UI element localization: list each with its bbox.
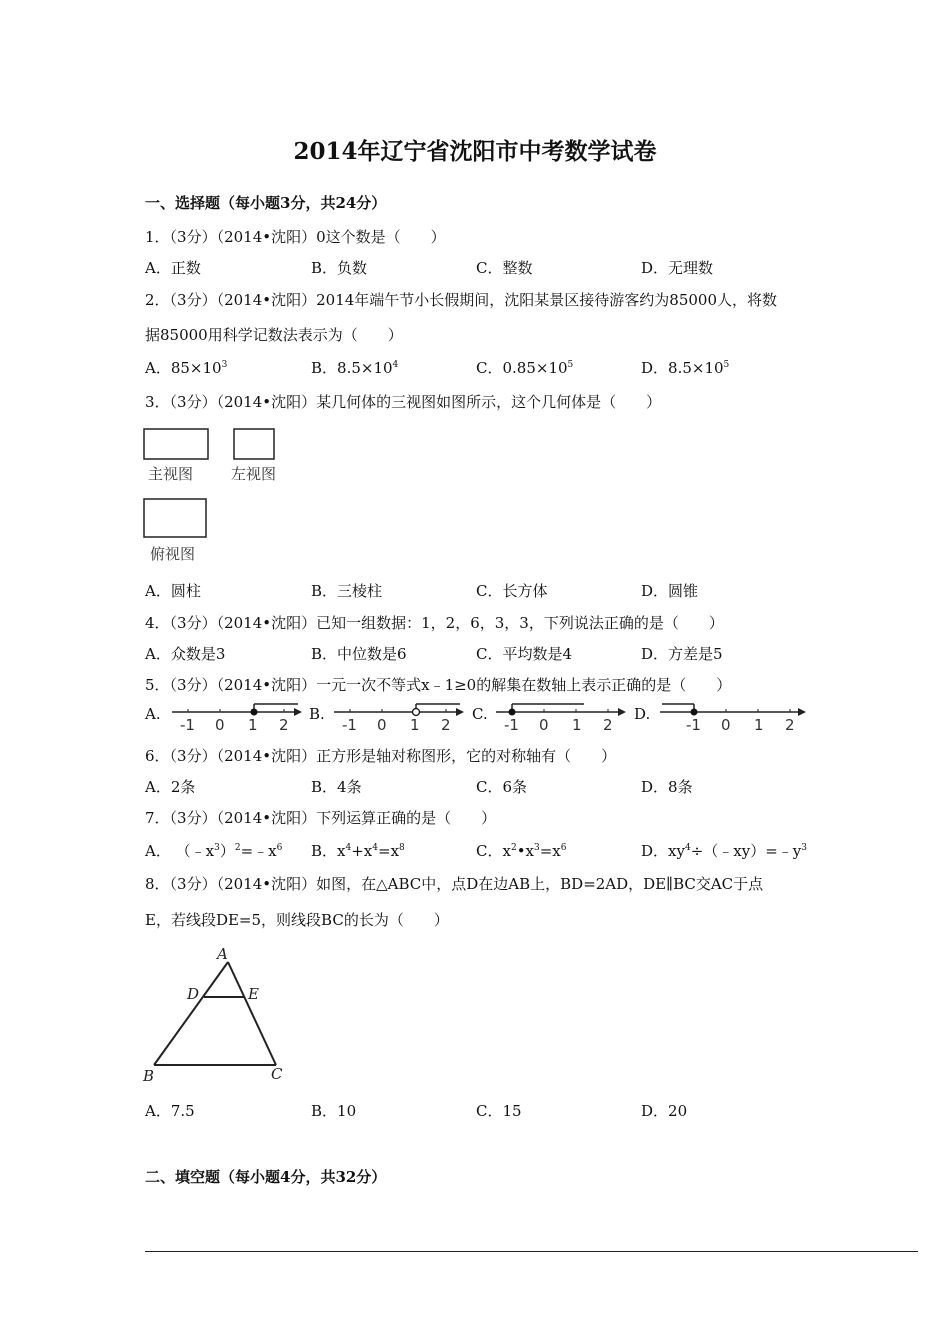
svg-text:2: 2 [785,716,795,734]
question-8-line-1: 8．（3分）（2014•沈阳）如图，在△ABC中，点D在边AB上，BD=2AD，DE∥BC交AC于点 [145,875,764,893]
q2-option-c: C．$0.85\times 10^5$ [476,359,574,377]
q4-option-b: B．中位数是6 [311,645,407,663]
svg-text:1: 1 [410,716,420,734]
svg-text:0: 0 [721,716,731,734]
q7-option-b: B．$x^4+x^4=x^8$ [311,842,405,860]
q4-option-d: D．方差是5 [641,645,723,663]
footer-divider [145,1251,918,1252]
side-ac [228,962,276,1065]
question-2-line-2: 据85000用科学记数法表示为（ ） [145,326,403,344]
top-view-label: 俯视图 [150,545,196,563]
q1-option-a: A．正数 [145,259,201,277]
question-5: 5．（3分）（2014•沈阳）一元一次不等式x﹣1≥0的解集在数轴上表示正确的是（ ） [145,676,732,694]
q3-option-c: C．长方体 [476,582,548,600]
question-2-line-1: 2．（3分）（2014•沈阳）2014年端午节小长假期间，沈阳某景区接待游客约为85000人，将数 [145,291,778,309]
q7-option-a: A． $(﹣x^3)^2=﹣x^6$ [145,842,283,860]
question-6: 6．（3分）（2014•沈阳）正方形是轴对称图形，它的对称轴有（ ） [145,747,617,765]
q4-option-c: C．平均数是4 [476,645,573,663]
q1-option-b: B．负数 [311,259,368,277]
q2-option-b: B．$8.5\times 10^4$ [311,359,399,377]
question-1: 1．（3分）（2014•沈阳）0这个数是（ ） [145,228,446,246]
q6-option-a: A．2条 [145,778,196,796]
number-line-c [492,700,632,736]
q8-option-b: B．10 [311,1102,357,1120]
q3-option-b: B．三棱柱 [311,582,383,600]
q2-option-a: A．$85\times 10^3$ [145,359,228,377]
question-3: 3．（3分）（2014•沈阳）某几何体的三视图如图所示，这个几何体是（ ） [145,393,662,411]
side-view-label: 左视图 [231,465,277,483]
q5-option-a-label: A. [145,705,161,723]
q3-option-a: A．圆柱 [145,582,201,600]
q5-option-c-label: C. [472,705,488,723]
front-view-rect [144,429,208,459]
q2-option-d: D．$8.5\times 10^5$ [641,359,730,377]
question-4: 4．（3分）（2014•沈阳）已知一组数据：1，2，6，3，3，下列说法正确的是（ ） [145,614,724,632]
q7-option-c: C．$x^2•x^3=x^6$ [476,842,567,860]
svg-text:1: 1 [754,716,764,734]
q8-option-a: A．7.5 [145,1102,195,1120]
q5-option-d-label: D. [634,705,651,723]
q8-option-d: D．20 [641,1102,688,1120]
section-heading-fill-in: 二、填空题（每小题4分，共32分） [145,1168,387,1186]
svg-text:1: 1 [572,716,582,734]
svg-text:1: 1 [248,716,258,734]
top-view-rect [144,499,206,537]
point-a-label: A [217,945,228,963]
svg-text:2: 2 [603,716,613,734]
point-b-label: B [143,1067,155,1085]
svg-text:2: 2 [441,716,451,734]
number-line-a [168,700,308,736]
section-heading-choice: 一、选择题（每小题3分，共24分） [145,194,387,212]
svg-text:-1: -1 [180,716,195,734]
triangle-figure [140,945,300,1090]
q3-option-d: D．圆锥 [641,582,699,600]
page-title: 2014年辽宁省沈阳市中考数学试卷 [293,138,657,165]
q6-option-d: D．8条 [641,778,693,796]
q6-option-b: B．4条 [311,778,362,796]
svg-text:-1: -1 [342,716,357,734]
side-view-rect [234,429,274,459]
svg-text:0: 0 [215,716,225,734]
q7-option-d: D．$xy^4\div(﹣xy)=﹣y^3$ [641,842,807,860]
q4-option-a: A．众数是3 [145,645,226,663]
svg-text:0: 0 [539,716,549,734]
question-7: 7．（3分）（2014•沈阳）下列运算正确的是（ ） [145,809,497,827]
front-view-label: 主视图 [148,465,194,483]
q1-option-d: D．无理数 [641,259,714,277]
q8-option-c: C．15 [476,1102,522,1120]
svg-text:2: 2 [279,716,289,734]
svg-text:-1: -1 [504,716,519,734]
q5-option-b-label: B. [309,705,325,723]
point-e-label: E [248,985,259,1003]
point-c-label: C [271,1065,283,1083]
q1-option-c: C．整数 [476,259,533,277]
svg-text:0: 0 [377,716,387,734]
svg-text:-1: -1 [686,716,701,734]
question-8-line-2: E，若线段DE=5，则线段BC的长为（ ） [145,911,449,929]
number-line-b [330,700,470,736]
number-line-d [656,700,812,736]
three-view-figure [140,425,300,570]
side-ab [154,962,228,1065]
point-d-label: D [187,985,200,1003]
q6-option-c: C．6条 [476,778,528,796]
